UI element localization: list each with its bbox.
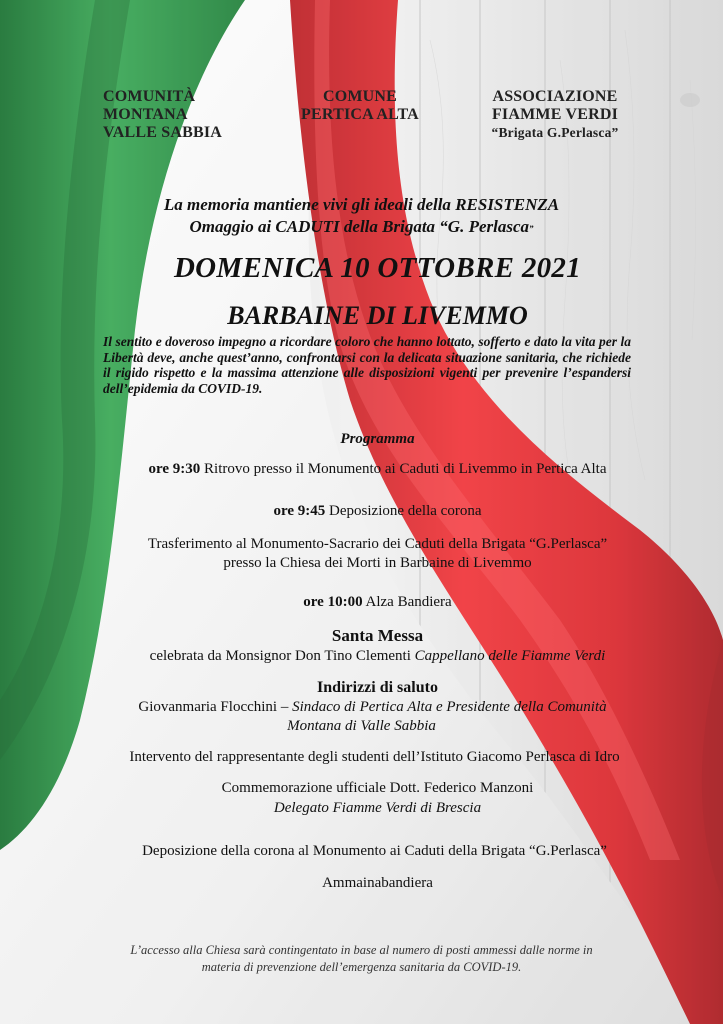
ammaina-line: Ammainabandiera [322, 875, 433, 891]
tagline-emphasis: RESISTENZA [455, 195, 560, 214]
saluto-title: Indirizzi di saluto [317, 679, 438, 696]
tagline-emphasis: CADUTI [275, 217, 340, 236]
event-date: DOMENICA 10 OTTOBRE 2021 [173, 252, 582, 284]
santa-messa-title: Santa Messa [331, 626, 424, 645]
footer-note-line-1: L’accesso alla Chiesa sarà contingentato in base al numero di posti ammessi dalle norme in [130, 943, 593, 957]
intervento-line: Intervento del rappresentante degli studenti dell’Istituto Giacomo Perlasca di Idro [129, 749, 620, 765]
header-center-line: PERTICA ALTA [301, 106, 419, 123]
tagline-line-1 [0, 195, 723, 215]
deposizione-finale-line: Deposizione della corona al Monumento ai Caduti della Brigata “G.Perlasca” [142, 843, 607, 859]
santa-messa-line [0, 648, 723, 665]
header-left-line: COMUNITÀ [103, 88, 196, 105]
header-center-line: COMUNE [322, 88, 398, 105]
footer-note-line-2: materia di prevenzione dell’emergenza sanitaria da COVID-19. [201, 960, 522, 974]
item-text: Alza Bandiera [362, 594, 452, 610]
messa-text: celebrata da Monsignor Don Tino Clementi [149, 648, 415, 664]
tagline-line-2 [0, 217, 723, 237]
tagline-text: Omaggio ai [189, 217, 276, 236]
tagline-text: della Brigata “G. Perlasca [339, 217, 530, 236]
item-text: Ritrovo presso il Monumento ai Caduti di Livemmo in Pertica Alta [200, 461, 607, 477]
transfer-line-1: Trasferimento al Monumento-Sacrario dei Caduti della Brigata “G.Perlasca” [147, 536, 608, 552]
header-center-org [290, 88, 430, 124]
header-right-line: ASSOCIAZIONE [492, 88, 618, 105]
item-text: Deposizione della corona [325, 503, 482, 519]
programma-item-2 [0, 503, 723, 520]
tagline-text: La memoria mantiene vivi gli ideali della [163, 195, 456, 214]
item-time: ore 10:00 [303, 594, 363, 610]
saluto-line-1 [0, 699, 723, 716]
programma-item-3 [0, 594, 723, 611]
item-time: ore 9:30 [148, 461, 201, 477]
header-left-line: MONTANA [103, 106, 188, 123]
header-left-org [103, 88, 222, 142]
event-place: BARBAINE DI LIVEMMO [227, 301, 528, 330]
header-right-org [470, 88, 640, 142]
commemorazione-line-2: Delegato Fiamme Verdi di Brescia [273, 800, 482, 816]
transfer-line-2: presso la Chiesa dei Morti in Barbaine di Livemmo [223, 555, 532, 571]
header-left-line: VALLE SABBIA [103, 124, 223, 141]
programma-item-1 [0, 461, 723, 478]
saluto-line-2: Montana di Valle Sabbia [287, 718, 436, 734]
tagline-close-quote: ” [529, 224, 534, 234]
header-right-line: FIAMME VERDI [491, 106, 619, 123]
intro-paragraph: Il sentito e doveroso impegno a ricordare coloro che hanno lottato, sofferto e dato la vita per la Libertà deve, anche quest’anno, confrontarsi con la delicata situazione sanitaria, che richiede il rigido rispetto e la massima attenzione alle disposizioni vigenti per prevenire l’espandersi dell’epidemia da COVID-19. [103, 334, 631, 396]
saluto-name: Giovanmaria Flocchini – [138, 699, 293, 715]
commemorazione-line-1: Commemorazione ufficiale Dott. Federico Manzoni [221, 780, 534, 796]
messa-italic: Cappellano delle Fiamme Verdi [414, 648, 606, 664]
programma-title: Programma [340, 431, 415, 447]
item-time: ore 9:45 [273, 503, 326, 519]
saluto-role: Sindaco di Pertica Alta e Presidente della Comunità [292, 699, 607, 715]
header-right-line: “Brigata G.Perlasca” [491, 125, 619, 140]
